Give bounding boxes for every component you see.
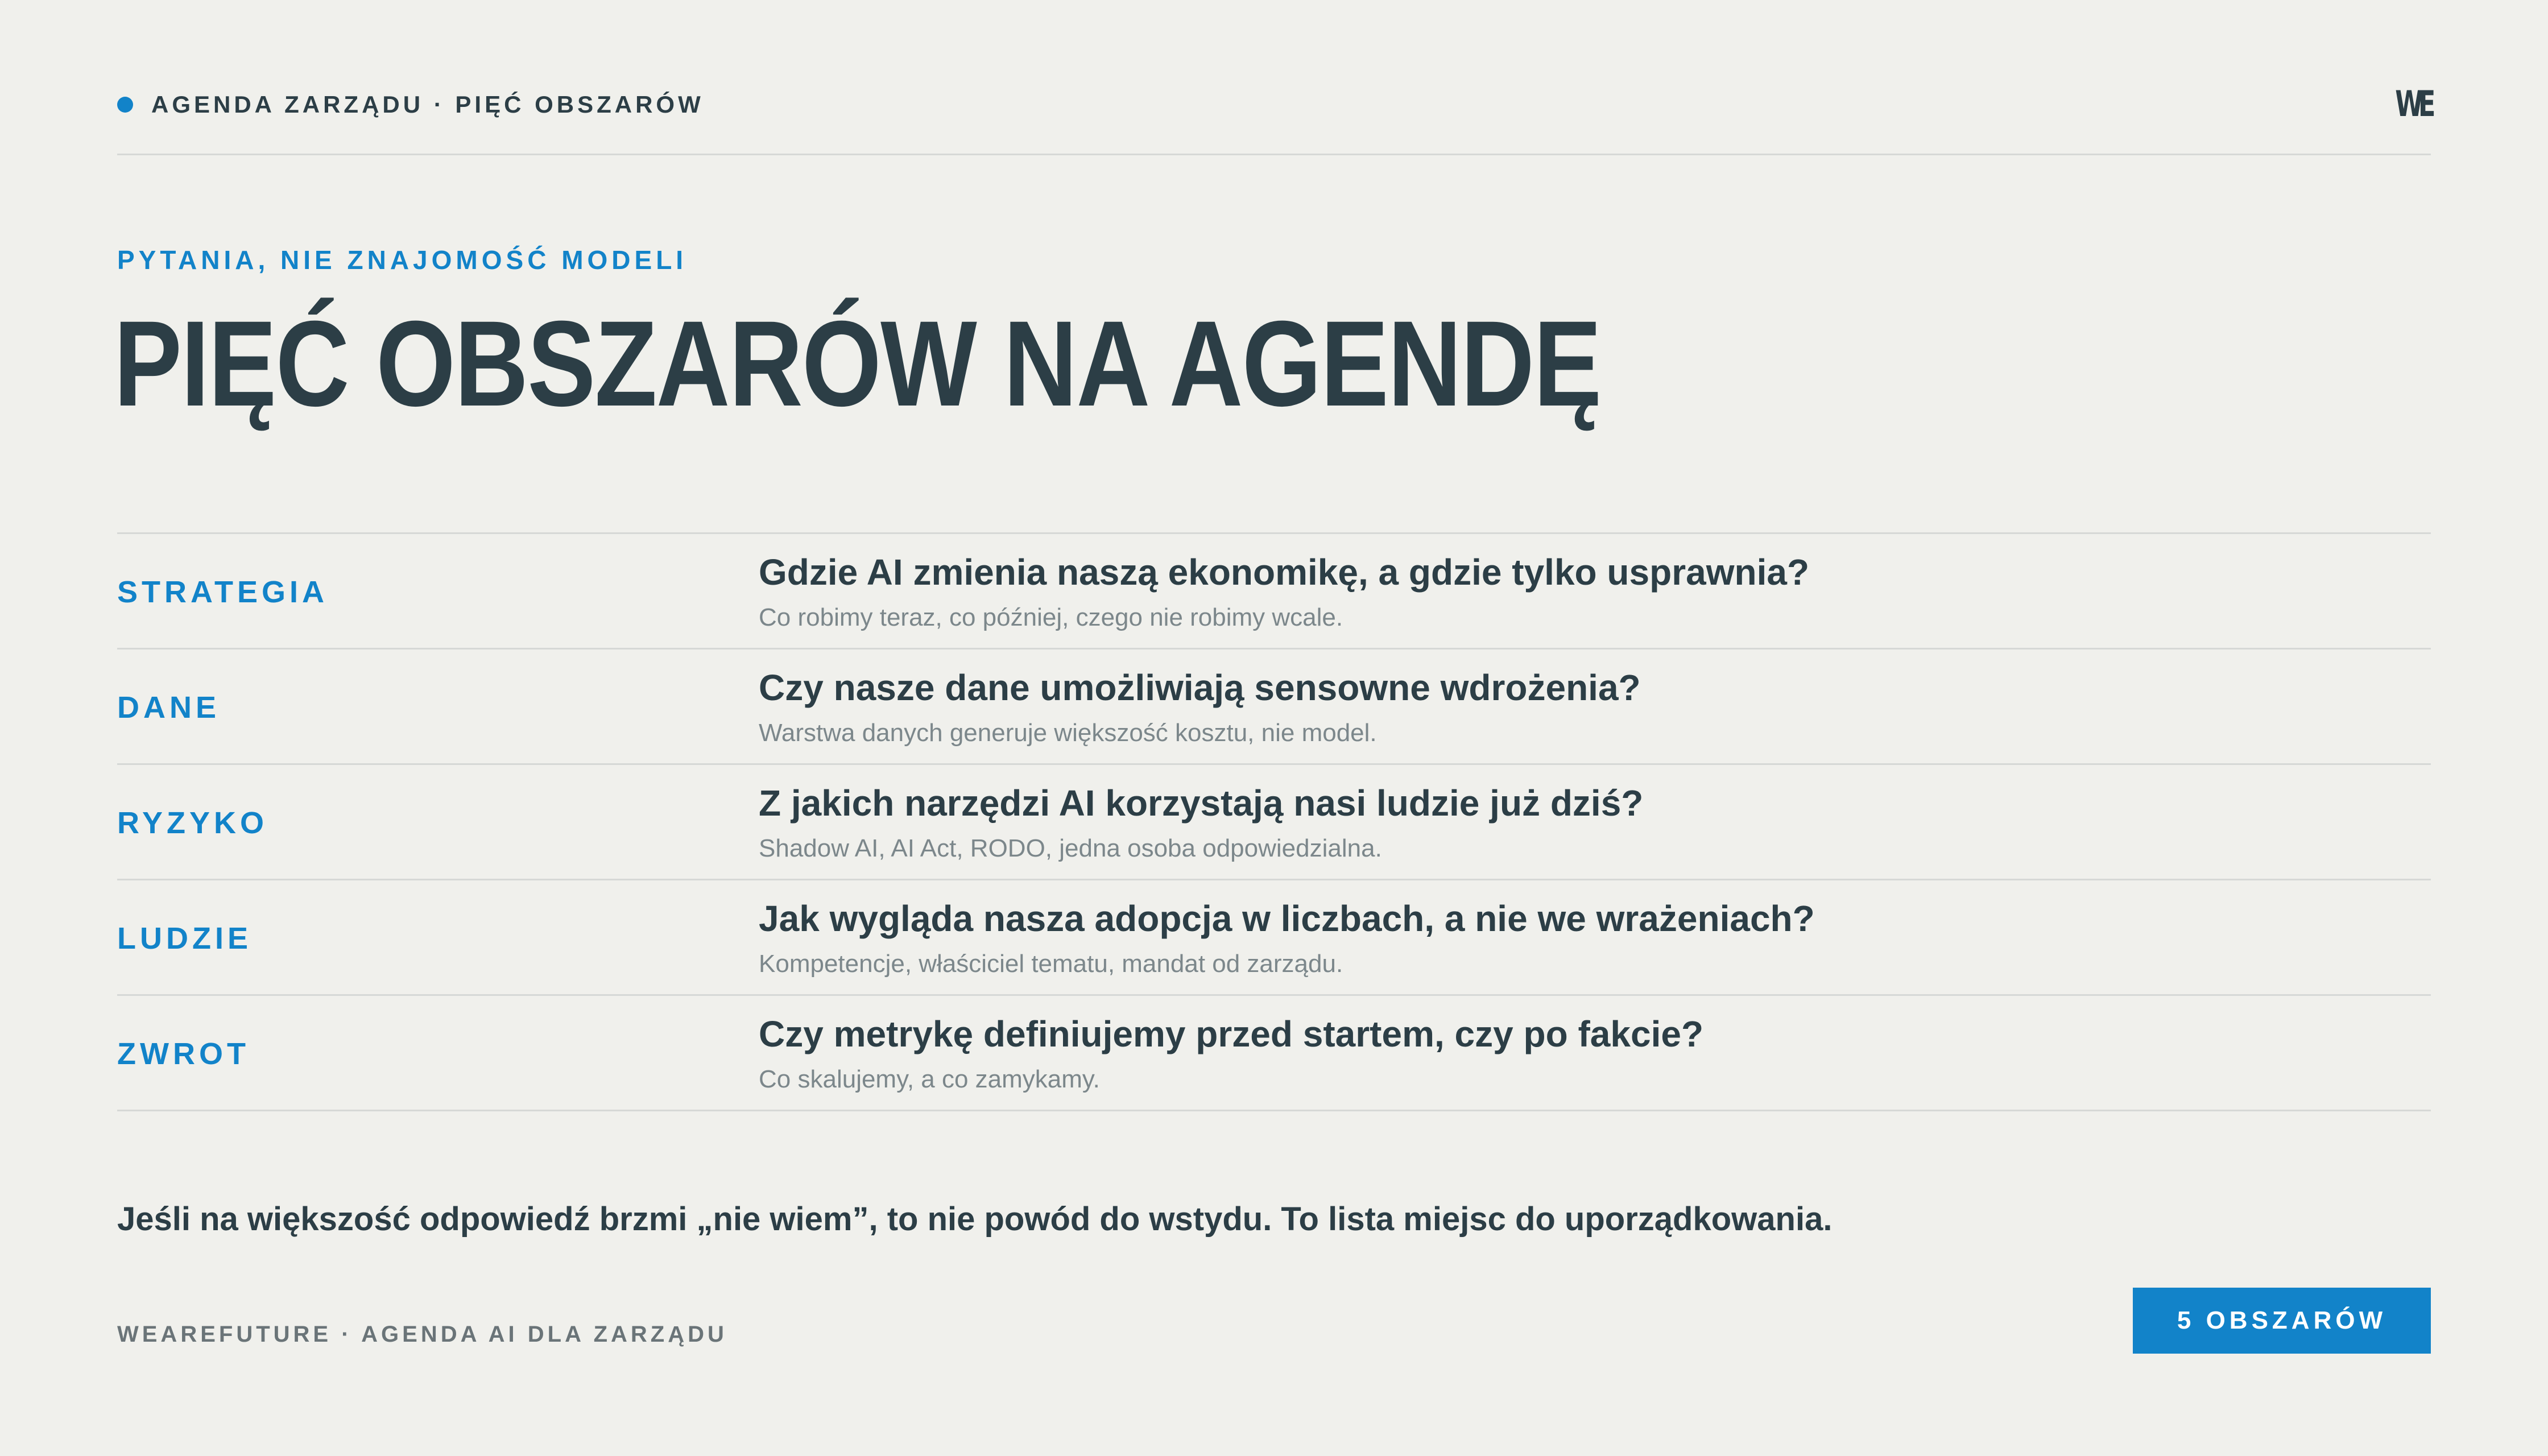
area-row-zwrot: [117, 996, 2431, 1111]
page-title: PIĘĆ OBSZARÓW NA AGENDĘ: [114, 296, 1601, 432]
area-label: LUDZIE: [117, 921, 252, 956]
area-label: STRATEGIA: [117, 575, 328, 609]
area-note: Warstwa danych generuje większość kosztu, nie model.: [759, 719, 1377, 747]
area-note: Shadow AI, AI Act, RODO, jedna osoba odpowiedzialna.: [759, 834, 1382, 862]
area-note: Co skalujemy, a co zamykamy.: [759, 1065, 1100, 1093]
area-question: Jak wygląda nasza adopcja w liczbach, a nie we wrażeniach?: [759, 898, 1815, 939]
area-row-dane: [117, 650, 2431, 765]
area-row-ludzie: [117, 880, 2431, 996]
conclusion-text: Jeśli na większość odpowiedź brzmi „nie wiem”, to nie powód do wstydu. To lista miejsc do uporządkowania.: [117, 1201, 1833, 1238]
area-label: ZWROT: [117, 1037, 250, 1071]
area-question: Czy nasze dane umożliwiają sensowne wdrożenia?: [759, 667, 1641, 708]
area-note: Co robimy teraz, co później, czego nie robimy wcale.: [759, 603, 1343, 631]
area-question: Z jakich narzędzi AI korzystają nasi ludzie już dziś?: [759, 783, 1644, 824]
areas-table: [117, 532, 2431, 1111]
header-title: AGENDA ZARZĄDU · PIĘĆ OBSZARÓW: [151, 91, 704, 118]
area-question: Czy metrykę definiujemy przed startem, czy po fakcie?: [759, 1014, 1704, 1054]
area-row-strategia: [117, 534, 2431, 650]
area-label: DANE: [117, 690, 221, 725]
footer-caption: WEAREFUTURE · AGENDA AI DLA ZARZĄDU: [117, 1322, 727, 1347]
header: [117, 80, 2431, 155]
area-question: Gdzie AI zmienia naszą ekonomikę, a gdzie tylko usprawnia?: [759, 552, 1810, 593]
area-label: RYZYKO: [117, 806, 268, 840]
eyebrow: PYTANIA, NIE ZNAJOMOŚĆ MODELI: [117, 245, 688, 275]
area-row-ryzyko: [117, 765, 2431, 880]
logo: WE: [2395, 83, 2431, 125]
area-note: Kompetencje, właściciel tematu, mandat od zarządu.: [759, 950, 1343, 978]
bullet-dot-icon: [117, 97, 133, 113]
count-badge: 5 OBSZARÓW: [2133, 1288, 2431, 1354]
